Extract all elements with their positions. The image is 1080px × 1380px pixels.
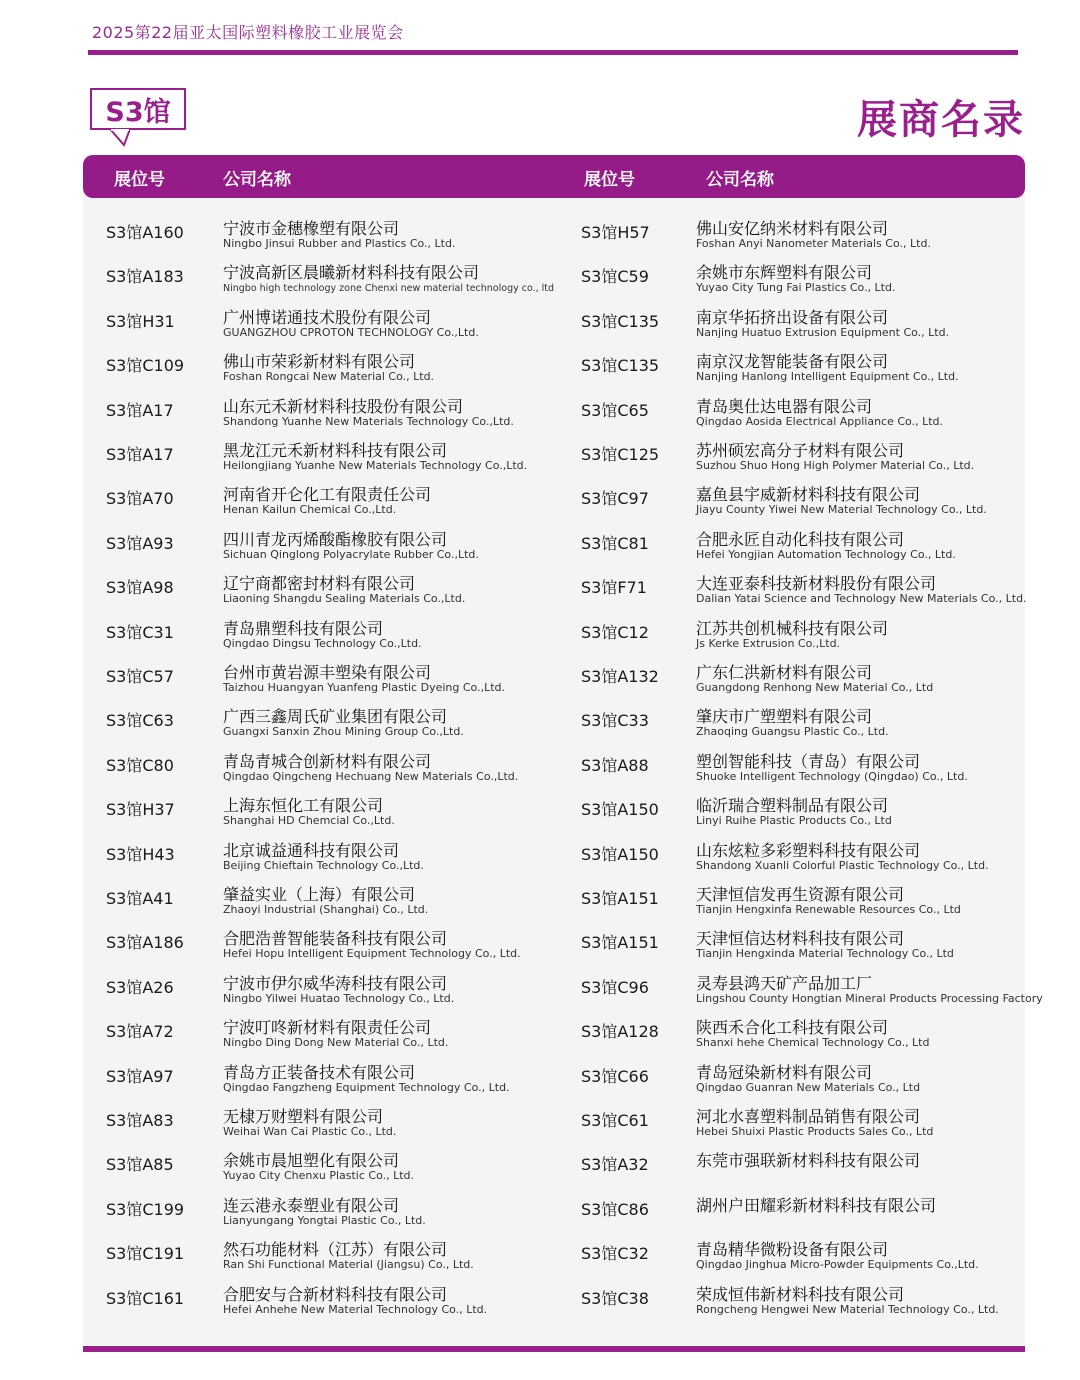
company-name-en: Zhaoqing Guangsu Plastic Co., Ltd.	[696, 725, 889, 739]
company-name-zh: 青岛方正装备技术有限公司	[223, 1062, 416, 1082]
booth-number: S3馆A93	[106, 533, 174, 553]
company-name-en: Ningbo Jinsui Rubber and Plastics Co., Ltd.	[223, 237, 456, 250]
exhibitor-row	[106, 1237, 563, 1277]
booth-number: S3馆C81	[581, 533, 649, 553]
company-name-zh: 合肥浩普智能装备科技有限公司	[223, 929, 448, 949]
company-name-zh: 青岛奥仕达电器有限公司	[696, 396, 873, 416]
exhibitor-row	[581, 882, 1036, 922]
booth-number: S3馆H43	[106, 844, 175, 864]
exhibitor-row	[581, 1104, 1036, 1144]
booth-number: S3馆A160	[106, 223, 184, 242]
exhibitor-row	[106, 1193, 563, 1233]
hall-tag: S3馆	[90, 88, 186, 130]
company-name-zh: 北京诚益通科技有限公司	[223, 840, 400, 860]
exhibitor-row	[581, 527, 1036, 567]
company-name-zh: 嘉鱼县宇威新材料科技有限公司	[696, 485, 921, 505]
company-name-en: Qingdao Dingsu Technology Co.,Ltd.	[223, 636, 422, 650]
booth-number: S3馆C38	[581, 1288, 649, 1308]
header-company-left: 公司名称	[223, 170, 291, 190]
header-company-right: 公司名称	[706, 170, 774, 190]
booth-number: S3馆A98	[106, 578, 174, 598]
exhibitor-row	[106, 527, 563, 567]
booth-number: S3馆H57	[581, 223, 650, 242]
booth-number: S3馆A151	[581, 889, 659, 908]
exhibitor-row	[581, 1282, 1036, 1322]
booth-number: S3馆A17	[106, 400, 174, 420]
exhibitor-row	[106, 971, 563, 1011]
company-name-zh: 上海东恒化工有限公司	[223, 796, 384, 816]
exhibitor-row	[581, 838, 1036, 878]
booth-number: S3馆A150	[581, 844, 659, 864]
company-name-zh: 台州市黄岩源丰塑染有限公司	[223, 663, 432, 682]
exhibitor-row	[106, 394, 563, 434]
company-name-zh: 余姚市晨旭塑化有限公司	[223, 1151, 400, 1171]
company-name-zh: 宁波市伊尔威华涛科技有限公司	[223, 973, 448, 993]
company-name-en: Nanjing Hanlong Intelligent Equipment Co., Ltd.	[696, 370, 959, 384]
exhibitor-row	[106, 1015, 563, 1055]
company-name-zh: 荣成恒伟新材料科技有限公司	[696, 1284, 905, 1304]
company-name-zh: 南京汉龙智能装备有限公司	[696, 352, 889, 372]
company-name-zh: 广州博诺通技术股份有限公司	[223, 307, 432, 327]
booth-number: S3馆A128	[581, 1022, 659, 1042]
booth-number: S3馆A186	[106, 933, 184, 953]
company-name-zh: 青岛冠染新材料有限公司	[696, 1062, 873, 1082]
company-name-en: Nanjing Huatuo Extrusion Equipment Co., Ltd.	[696, 325, 950, 339]
company-name-zh: 东莞市强联新材料科技有限公司	[696, 1151, 921, 1171]
company-name-zh: 天津恒信达材料科技有限公司	[696, 929, 905, 949]
company-name-zh: 灵寿县鸿天矿产品加工厂	[696, 973, 873, 993]
company-name-en: Suzhou Shuo Hong High Polymer Material Co., Ltd.	[696, 459, 975, 472]
exhibitor-row	[106, 616, 563, 656]
booth-number: S3馆F71	[581, 578, 647, 598]
booth-number: S3馆C33	[581, 711, 649, 731]
exhibitor-row	[106, 305, 563, 345]
company-name-en: Qingdao Fangzheng Equipment Technology Co., Ltd.	[223, 1080, 510, 1094]
company-name-zh: 肇益实业（上海）有限公司	[223, 885, 416, 904]
exhibitor-row	[581, 1015, 1036, 1055]
exhibitor-row	[581, 305, 1036, 345]
company-name-en: Ningbo Ding Dong New Material Co., Ltd.	[223, 1036, 449, 1050]
company-name-zh: 青岛青城合创新材料有限公司	[223, 751, 432, 771]
booth-number: S3馆A26	[106, 977, 174, 997]
company-name-en: Liaoning Shangdu Sealing Materials Co.,Ltd.	[223, 592, 466, 606]
company-name-zh: 临沂瑞合塑料制品有限公司	[696, 796, 889, 816]
company-name-en: Guangxi Sanxin Zhou Mining Group Co.,Ltd.	[223, 725, 464, 739]
company-name-zh: 青岛精华微粉设备有限公司	[696, 1240, 889, 1260]
exhibitor-row	[581, 660, 1036, 700]
company-name-en: Shuoke Intelligent Technology (Qingdao) Co., Ltd.	[696, 769, 968, 783]
company-name-en: Shandong Yuanhe New Materials Technology Co.,Ltd.	[223, 414, 514, 428]
booth-number: S3馆C96	[581, 977, 649, 997]
exhibitor-row	[106, 216, 563, 256]
company-name-en: Lianyungang Yongtai Plastic Co., Ltd.	[223, 1213, 426, 1227]
exhibitor-row	[106, 1282, 563, 1322]
company-name-zh: 黑龙江元禾新材料科技有限公司	[223, 441, 448, 460]
company-name-en: Linyi Ruihe Plastic Products Co., Ltd	[696, 814, 892, 828]
company-name-en: Jiayu County Yiwei New Material Technology Co., Ltd.	[696, 503, 987, 517]
exhibitor-row	[106, 793, 563, 833]
company-name-zh: 陕西禾合化工科技有限公司	[696, 1018, 889, 1038]
company-name-en: Qingdao Aosida Electrical Appliance Co., Ltd.	[696, 414, 943, 428]
company-name-en: Qingdao Jinghua Micro-Powder Equipments Co.,Ltd.	[696, 1258, 979, 1272]
booth-number: S3馆A72	[106, 1022, 174, 1042]
company-name-en: Lingshou County Hongtian Mineral Products Processing Factory	[696, 991, 1043, 1005]
booth-number: S3馆C109	[106, 356, 185, 376]
booth-number: S3馆C135	[581, 311, 660, 331]
exhibitor-row	[581, 571, 1036, 611]
company-name-zh: 苏州硕宏高分子材料有限公司	[696, 441, 905, 460]
table-header	[83, 155, 1025, 198]
company-name-en: Henan Kailun Chemical Co.,Ltd.	[223, 503, 397, 517]
booth-number: S3馆A88	[581, 755, 649, 775]
booth-number: S3馆A17	[106, 445, 174, 464]
company-name-en: Foshan Anyi Nanometer Materials Co., Ltd.	[696, 237, 931, 250]
exhibitor-row	[106, 1148, 563, 1188]
company-name-en: Shanghai HD Chemcial Co.,Ltd.	[223, 814, 395, 828]
page-title: 展商名录	[857, 97, 1025, 143]
company-name-en: Qingdao Guanran New Materials Co., Ltd	[696, 1080, 921, 1094]
booth-number: S3馆C31	[106, 622, 174, 642]
exhibitor-row	[581, 438, 1036, 478]
booth-number: S3馆C191	[106, 1244, 185, 1264]
exhibitor-row	[581, 1193, 1036, 1233]
exhibitor-row	[106, 349, 563, 389]
booth-number: S3馆C199	[106, 1199, 185, 1219]
company-name-zh: 辽宁商都密封材料有限公司	[223, 574, 416, 594]
booth-number: S3馆A183	[106, 267, 184, 287]
exhibitor-row	[106, 926, 563, 966]
exhibitor-row	[106, 704, 563, 744]
booth-number: S3馆C97	[581, 489, 649, 509]
exhibitor-row	[581, 394, 1036, 434]
booth-number: S3馆C12	[581, 622, 649, 642]
booth-number: S3馆H37	[106, 800, 175, 820]
booth-number: S3馆C135	[581, 356, 660, 376]
company-name-zh: 广西三鑫周氏矿业集团有限公司	[223, 707, 448, 727]
company-name-en: Hebei Shuixi Plastic Products Sales Co., Ltd	[696, 1125, 934, 1138]
company-name-zh: 河北水喜塑料制品销售有限公司	[696, 1107, 921, 1126]
company-name-en: Tianjin Hengxinfa Renewable Resources Co., Ltd	[696, 903, 961, 916]
company-name-zh: 连云港永泰塑业有限公司	[223, 1195, 400, 1215]
exhibitor-row	[581, 349, 1036, 389]
exhibitor-row	[581, 704, 1036, 744]
booth-number: S3馆A85	[106, 1155, 174, 1175]
company-name-zh: 宁波市金穗橡塑有限公司	[223, 219, 400, 238]
booth-number: S3馆C161	[106, 1288, 185, 1308]
booth-number: S3馆C125	[581, 445, 660, 464]
booth-number: S3馆A150	[581, 800, 659, 820]
exhibitor-row	[581, 216, 1036, 256]
company-name-zh: 江苏共创机械科技有限公司	[696, 618, 889, 638]
exhibitor-row	[106, 438, 563, 478]
company-name-en: Guangdong Renhong New Material Co., Ltd	[696, 681, 934, 694]
company-name-zh: 余姚市东辉塑料有限公司	[696, 263, 873, 283]
booth-number: S3馆A70	[106, 489, 174, 509]
exhibitor-row	[581, 260, 1036, 300]
exhibitor-row	[581, 793, 1036, 833]
company-name-en: Ningbo Yilwei Huatao Technology Co., Ltd.	[223, 991, 455, 1005]
booth-number: S3馆C86	[581, 1199, 649, 1219]
company-name-zh: 大连亚泰科技新材料股份有限公司	[696, 574, 937, 594]
company-name-zh: 肇庆市广塑塑料有限公司	[696, 707, 873, 727]
company-name-en: Yuyao City Chenxu Plastic Co., Ltd.	[223, 1169, 415, 1183]
company-name-en: Sichuan Qinglong Polyacrylate Rubber Co.,Ltd.	[223, 547, 479, 561]
company-name-zh: 山东炫粒多彩塑料科技有限公司	[696, 840, 921, 860]
exhibitor-row	[106, 571, 563, 611]
booth-number: S3馆C63	[106, 711, 174, 731]
exhibitor-row	[581, 926, 1036, 966]
exhibitor-row	[581, 482, 1036, 522]
company-name-zh: 天津恒信发再生资源有限公司	[696, 885, 905, 904]
company-name-zh: 然石功能材料（江苏）有限公司	[223, 1240, 448, 1260]
booth-number: S3馆A83	[106, 1111, 174, 1130]
exhibitor-row	[106, 882, 563, 922]
company-name-en: Foshan Rongcai New Material Co., Ltd.	[223, 370, 435, 384]
company-name-zh: 佛山安亿纳米材料有限公司	[696, 219, 889, 238]
company-name-zh: 山东元禾新材料科技股份有限公司	[223, 396, 464, 416]
exhibitor-row	[581, 971, 1043, 1011]
booth-number: S3馆A132	[581, 667, 659, 686]
booth-number: S3馆H31	[106, 311, 175, 331]
exhibitor-row	[106, 660, 563, 700]
company-name-en: Heilongjiang Yuanhe New Materials Technology Co.,Ltd.	[223, 459, 528, 472]
exhibitor-row	[581, 749, 1036, 789]
booth-number: S3馆A97	[106, 1066, 174, 1086]
exhibitor-row	[581, 616, 1036, 656]
exhibitor-row	[106, 1060, 563, 1100]
booth-number: S3馆C59	[581, 267, 649, 287]
exhibitor-row	[106, 260, 563, 300]
booth-number: S3馆A41	[106, 889, 174, 908]
exhibitor-row	[106, 1104, 563, 1144]
company-name-en: Js Kerke Extrusion Co.,Ltd.	[696, 636, 841, 650]
company-name-en: Qingdao Qingcheng Hechuang New Materials Co.,Ltd.	[223, 769, 519, 783]
company-name-en: Zhaoyi Industrial (Shanghai) Co., Ltd.	[223, 903, 429, 916]
hall-tag-pointer	[110, 129, 130, 147]
company-name-en: Hefei Yongjian Automation Technology Co., Ltd.	[696, 547, 956, 561]
booth-number: S3馆C66	[581, 1066, 649, 1086]
booth-number: S3馆A151	[581, 933, 659, 953]
company-name-en: Yuyao City Tung Fai Plastics Co., Ltd.	[696, 281, 896, 295]
company-name-zh: 南京华拓挤出设备有限公司	[696, 307, 889, 327]
header-booth-right: 展位号	[584, 170, 635, 190]
booth-number: S3馆C65	[581, 400, 649, 420]
exhibitor-row	[581, 1060, 1036, 1100]
company-name-en: Beijing Chieftain Technology Co.,Ltd.	[223, 858, 424, 872]
company-name-zh: 宁波高新区晨曦新材料科技有限公司	[223, 263, 480, 283]
company-name-en: Ran Shi Functional Material (Jiangsu) Co., Ltd.	[223, 1258, 474, 1272]
company-name-zh: 宁波叮咚新材料有限责任公司	[223, 1018, 432, 1038]
company-name-zh: 无棣万财塑料有限公司	[223, 1107, 384, 1126]
event-title: 2025第22届亚太国际塑料橡胶工业展览会	[92, 23, 404, 42]
company-name-en: Dalian Yatai Science and Technology New Materials Co., Ltd.	[696, 592, 1027, 606]
company-name-en: Hefei Hopu Intelligent Equipment Technology Co., Ltd.	[223, 947, 521, 961]
top-divider	[88, 50, 1018, 55]
booth-number: S3馆C57	[106, 667, 174, 686]
exhibitor-row	[581, 1237, 1036, 1277]
company-name-en: Shanxi hehe Chemical Technology Co., Ltd	[696, 1036, 930, 1050]
company-name-zh: 合肥永匠自动化科技有限公司	[696, 529, 905, 549]
company-name-zh: 塑创智能科技（青岛）有限公司	[696, 751, 921, 771]
company-name-zh: 青岛鼎塑科技有限公司	[223, 618, 384, 638]
company-name-zh: 广东仁洪新材料有限公司	[696, 663, 873, 682]
company-name-zh: 合肥安与合新材料科技有限公司	[223, 1284, 448, 1304]
company-name-en: Taizhou Huangyan Yuanfeng Plastic Dyeing Co.,Ltd.	[223, 681, 505, 694]
booth-number: S3馆A32	[581, 1155, 649, 1175]
company-name-en: Hefei Anhehe New Material Technology Co., Ltd.	[223, 1302, 488, 1316]
header-booth-left: 展位号	[114, 170, 165, 190]
company-name-en: Weihai Wan Cai Plastic Co., Ltd.	[223, 1125, 397, 1138]
exhibitor-row	[581, 1148, 1036, 1188]
company-name-zh: 湖州户田耀彩新材料科技有限公司	[696, 1195, 937, 1215]
company-name-en: Tianjin Hengxinda Material Technology Co., Ltd	[696, 947, 954, 961]
company-name-zh: 佛山市荣彩新材料有限公司	[223, 352, 416, 372]
company-name-en: GUANGZHOU CPROTON TECHNOLOGY Co.,Ltd.	[223, 325, 479, 339]
bottom-divider	[83, 1346, 1025, 1352]
exhibitor-row	[106, 749, 563, 789]
exhibitor-row	[106, 838, 563, 878]
booth-number: S3馆C32	[581, 1244, 649, 1264]
company-name-zh: 四川青龙丙烯酸酯橡胶有限公司	[223, 529, 448, 549]
company-name-en: Shandong Xuanli Colorful Plastic Technology Co., Ltd.	[696, 858, 989, 872]
booth-number: S3馆C61	[581, 1111, 649, 1130]
company-name-zh: 河南省开仑化工有限责任公司	[223, 485, 432, 505]
company-name-en: Rongcheng Hengwei New Material Technology Co., Ltd.	[696, 1302, 999, 1316]
booth-number: S3馆C80	[106, 755, 174, 775]
company-name-en: Ningbo high technology zone Chenxi new material technology co., ltd	[223, 283, 555, 295]
exhibitor-row	[106, 482, 563, 522]
